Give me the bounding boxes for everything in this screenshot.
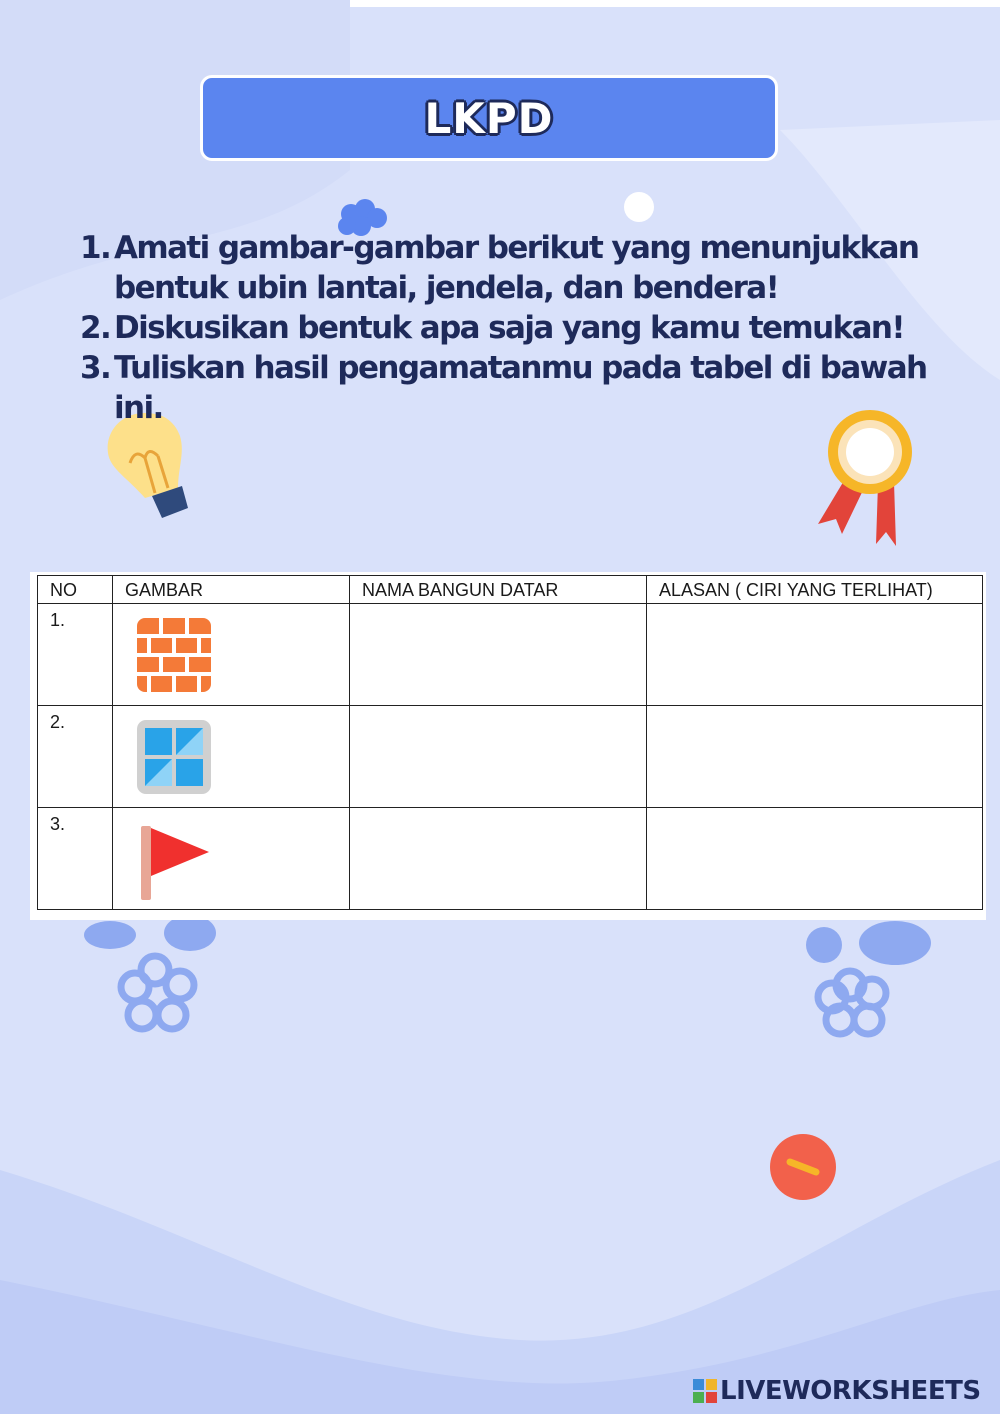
column-header-alasan: ALASAN ( CIRI YANG TERLIHAT) — [647, 576, 983, 604]
instruction-number: 3. — [80, 350, 111, 386]
column-header-nama: NAMA BANGUN DATAR — [350, 576, 647, 604]
worksheet-table — [37, 575, 983, 910]
answer-cell-alasan[interactable] — [647, 706, 983, 808]
answer-cell-alasan[interactable] — [647, 604, 983, 706]
liveworksheets-logo[interactable] — [693, 1374, 993, 1408]
row-number: 1. — [38, 604, 113, 706]
flower-outline-left-icon — [80, 915, 230, 1045]
instruction-item — [80, 348, 950, 428]
table-row — [38, 706, 983, 808]
instruction-text: Diskusikan bentuk apa saja yang kamu temukan! — [114, 310, 904, 346]
row-number: 2. — [38, 706, 113, 808]
answer-cell-alasan[interactable] — [647, 808, 983, 910]
column-header-gambar: GAMBAR — [113, 576, 350, 604]
table-row — [38, 808, 983, 910]
answer-cell-nama[interactable] — [350, 706, 647, 808]
column-header-no: NO — [38, 576, 113, 604]
instruction-item — [80, 308, 950, 348]
orange-dot-icon — [768, 1132, 838, 1202]
table-header-row — [38, 576, 983, 604]
flower-outline-right-icon — [800, 915, 940, 1045]
dot-decor-icon — [622, 190, 656, 224]
answer-cell-nama[interactable] — [350, 604, 647, 706]
page-title: LKPD — [424, 93, 554, 143]
instruction-number: 2. — [80, 310, 111, 346]
brick-wall-icon — [135, 616, 213, 694]
instruction-item — [80, 228, 950, 308]
liveworksheets-logo-icon — [693, 1379, 717, 1403]
table-row — [38, 604, 983, 706]
instruction-text: Tuliskan hasil pengamatanmu pada tabel di bawah ini. — [114, 350, 927, 426]
instruction-number: 1. — [80, 230, 111, 266]
answer-cell-nama[interactable] — [350, 808, 647, 910]
instruction-list — [80, 228, 950, 428]
window-icon — [135, 718, 213, 796]
title-banner — [200, 75, 778, 161]
row-image-cell — [113, 808, 350, 910]
worksheet-table-container — [30, 572, 986, 920]
row-image-cell — [113, 706, 350, 808]
brand-name: LIVEWORKSHEETS — [720, 1376, 981, 1406]
flag-icon — [135, 820, 213, 900]
instruction-text: Amati gambar-gambar berikut yang menunjukkan bentuk ubin lantai, jendela, dan bendera! — [114, 230, 919, 306]
row-image-cell — [113, 604, 350, 706]
row-number: 3. — [38, 808, 113, 910]
